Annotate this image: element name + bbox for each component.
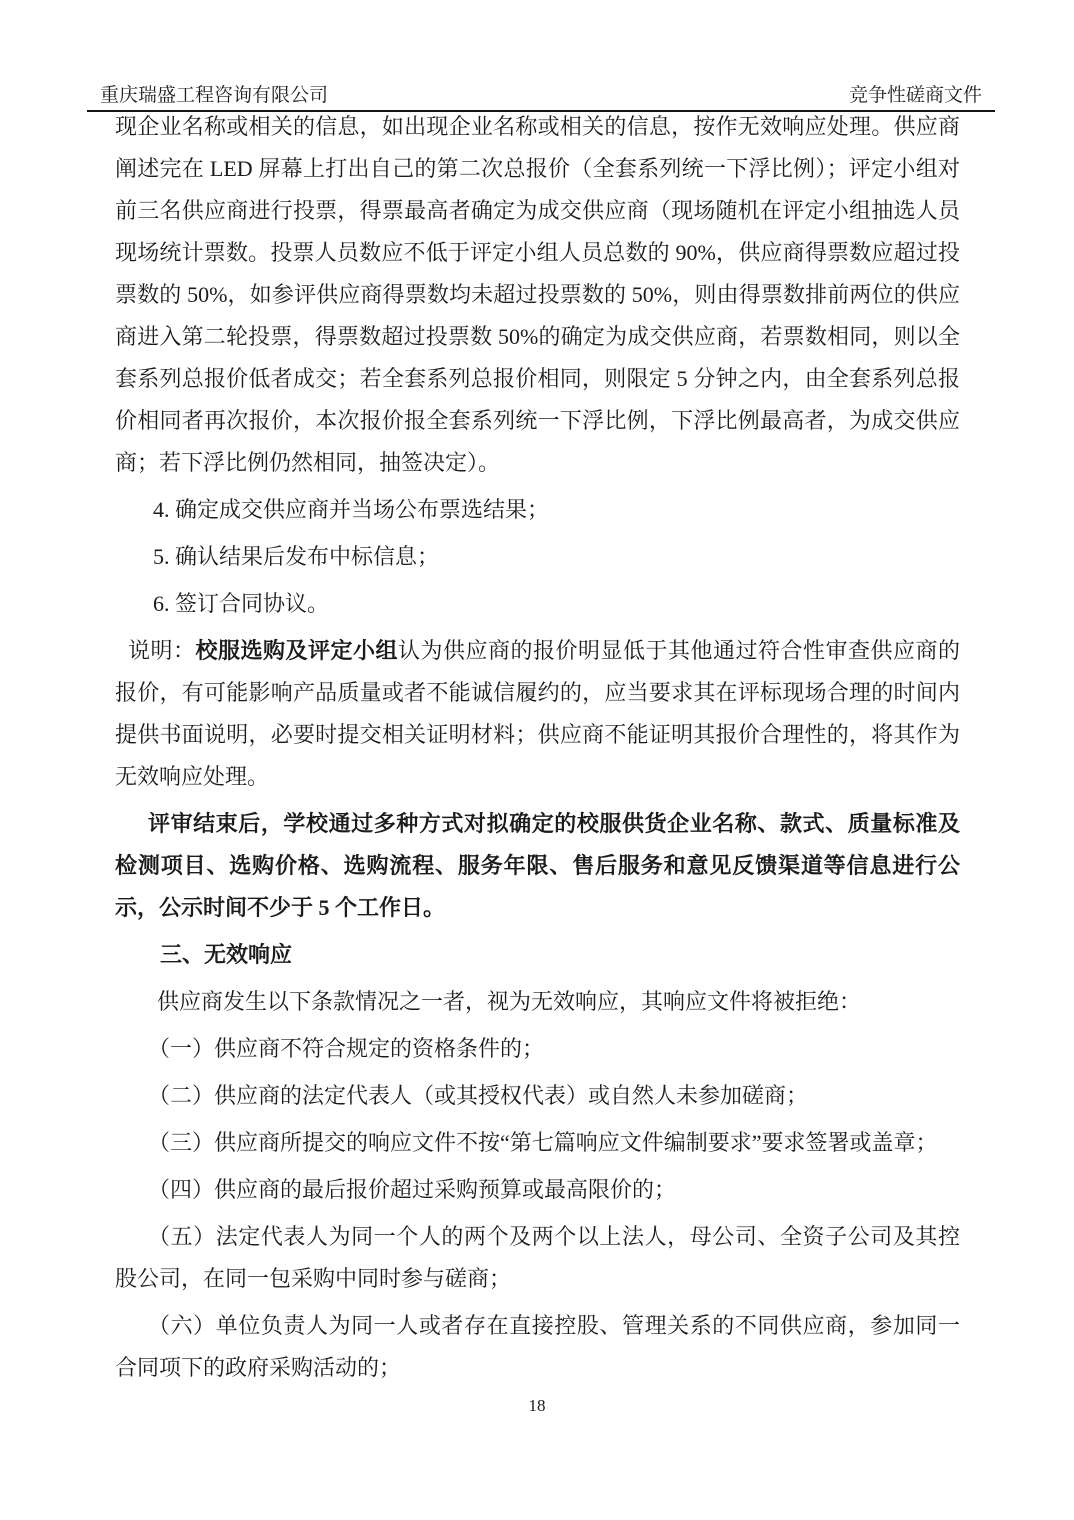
paragraph-voting-procedure: 现企业名称或相关的信息，如出现企业名称或相关的信息，按作无效响应处理。供应商阐述完在 LED 屏幕上打出自己的第二次总报价（全套系列统一下浮比例）；评定小组对前三名供应商进行投票，得票最高者确定为成交供应商（现场随机在评定小组抽选人员现场统计票数。投票人员数应不低于评定小组人员总数的 90%，供应商得票数应超过投票数的 50%，如参评供应商得票数均未超过投票数的 50%，则由得票数排前两位的供应商进入第二轮投票，得票数超过投票数 50%的确定为成交供应商，若票数相同，则以全套系列总报价低者成交；若全套系列总报价相同，则限定 5 分钟之内，由全套系列总报价相同者再次报价，本次报价报全套系列统一下浮比例，下浮比例最高者，为成交供应商；若下浮比例仍然相同，抽签决定）。 xyxy=(115,114,960,475)
page-header xyxy=(100,84,982,108)
clause-2: （二）供应商的法定代表人（或其授权代表）或自然人未参加磋商； xyxy=(148,1083,809,1108)
page-number: 18 xyxy=(528,1396,546,1415)
publicity-paragraph: 评审结束后，学校通过多种方式对拟确定的校服供货企业名称、款式、质量标准及检测项目、选购价格、选购流程、服务年限、售后服务和意见反馈渠道等信息进行公示，公示时间不少于 5 个工作日。 xyxy=(115,811,960,920)
clause-3: （三）供应商所提交的响应文件不按“第七篇响应文件编制要求”要求签署或盖章； xyxy=(148,1130,938,1155)
note-paragraph xyxy=(115,630,960,798)
clause-4: （四）供应商的最后报价超过采购预算或最高限价的； xyxy=(148,1177,677,1202)
header-doc-type: 竞争性磋商文件 xyxy=(848,85,982,106)
clause-5: （五）法定代表人为同一个人的两个及两个以上法人，母公司、全资子公司及其控股公司，在同一包采购中同时参与磋商； xyxy=(115,1224,960,1291)
invalid-response-intro: 供应商发生以下条款情况之一者，视为无效响应，其响应文件将被拒绝： xyxy=(157,989,862,1014)
note-body-text: 认为供应商的报价明显低于其他通过符合性审查供应商的报价，有可能影响产品质量或者不能诚信履约的，应当要求其在评标现场合理的时间内提供书面说明，必要时提交相关证明材料；供应商不能证明其报价合理性的，将其作为无效响应处理。 xyxy=(115,638,960,789)
list-item-4: 4. 确定成交供应商并当场公布票选结果； xyxy=(153,497,550,522)
header-company-name: 重庆瑞盛工程咨询有限公司 xyxy=(100,85,329,106)
note-committee-bold-text: 校服选购及评定小组 xyxy=(195,638,398,663)
page-footer xyxy=(0,1396,1074,1416)
list-item-6: 6. 签订合同协议。 xyxy=(153,591,330,616)
note-label: 说明： xyxy=(128,638,196,663)
list-item-5: 5. 确认结果后发布中标信息； xyxy=(153,544,440,569)
document-body xyxy=(115,106,960,1394)
clause-1: （一）供应商不符合规定的资格条件的； xyxy=(148,1036,545,1061)
clause-6: （六）单位负责人为同一人或者存在直接控股、管理关系的不同供应商，参加同一合同项下的政府采购活动的； xyxy=(115,1313,960,1380)
section-heading-invalid-response: 三、无效响应 xyxy=(160,942,293,967)
